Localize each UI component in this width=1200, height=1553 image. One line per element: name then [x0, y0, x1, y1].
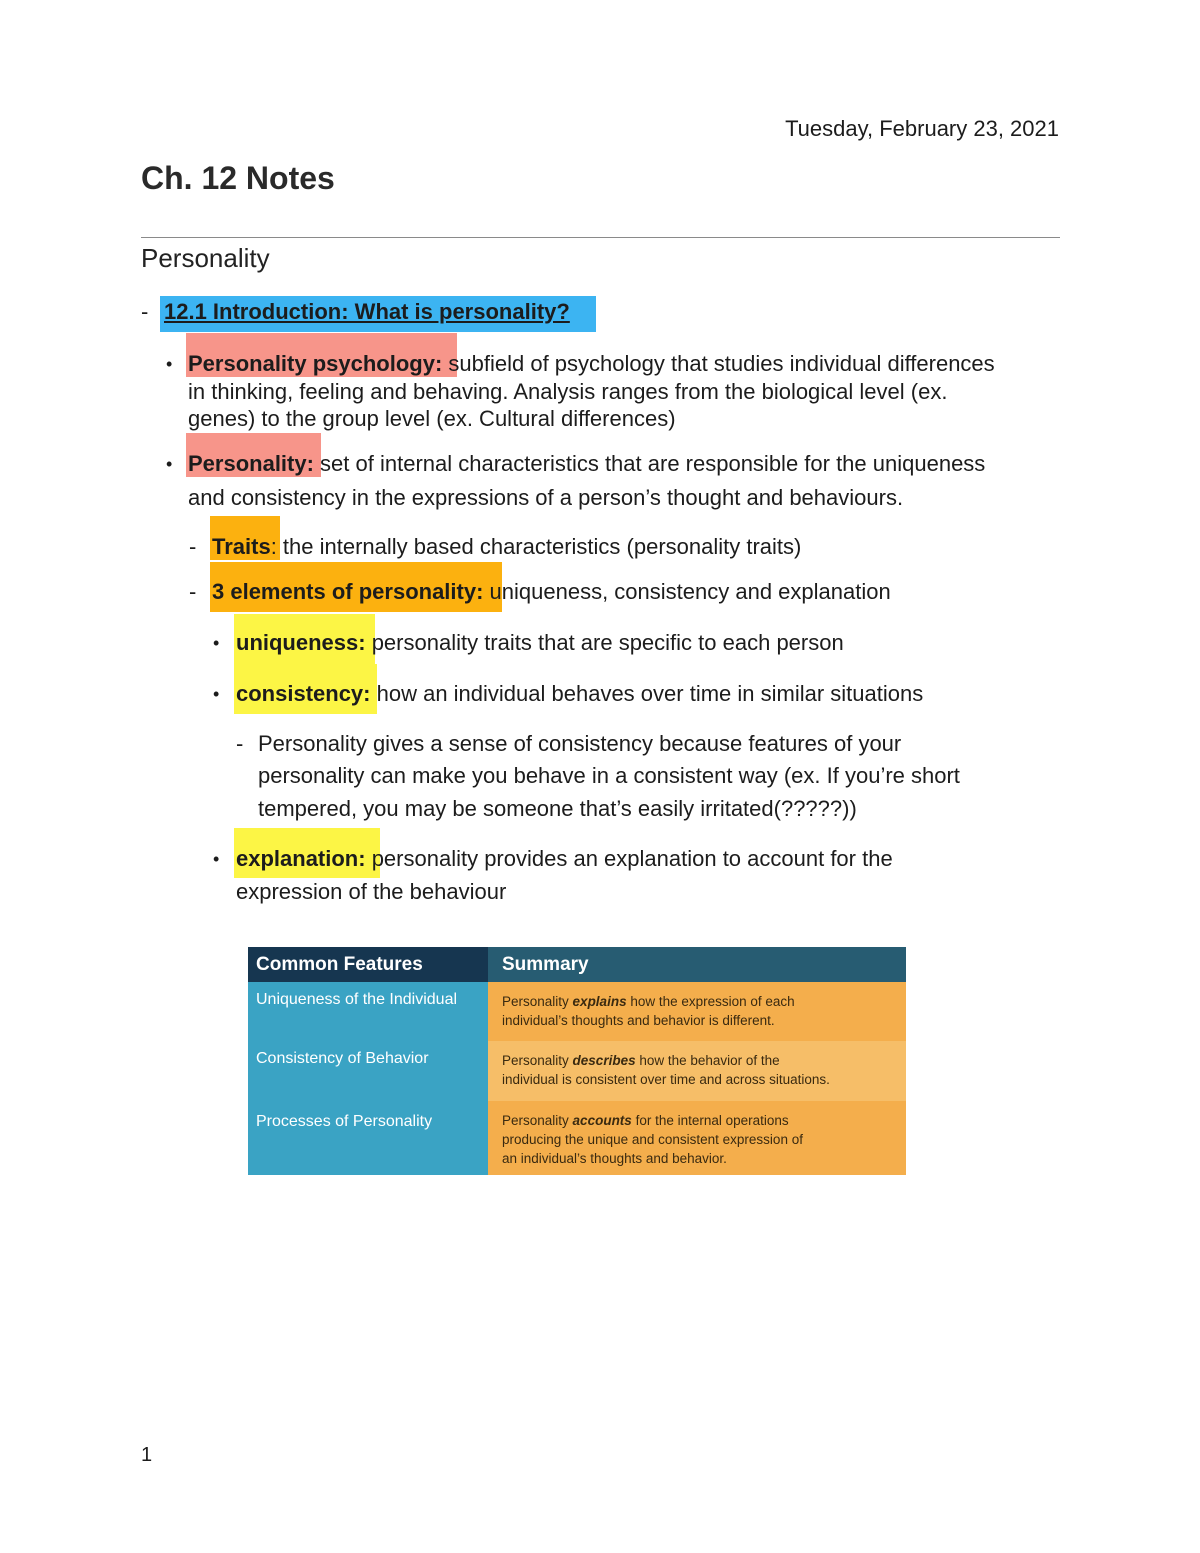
explanation-line-1: explanation: personality provides an explanation to account for the: [236, 846, 893, 871]
common-features-table: [248, 947, 906, 1175]
consistency-sub-line-2: personality can make you behave in a consistent way (ex. If you’re short: [258, 763, 960, 788]
consistency-sub-line-3: tempered, you may be someone that’s easily irritated(?????)): [258, 796, 857, 821]
dash-marker: -: [189, 534, 197, 559]
heading-link[interactable]: 12.1 Introduction: What is personality?: [164, 299, 570, 324]
table-cell-feature: Uniqueness of the Individual: [256, 991, 458, 1008]
term-uniqueness: uniqueness:: [236, 630, 366, 655]
bullet-marker: •: [166, 454, 173, 474]
personality-psychology-line-1: Personality psychology: subfield of psychology that studies individual differences: [188, 351, 995, 376]
section-heading: Personality: [141, 243, 270, 273]
bullet-marker: •: [213, 684, 220, 704]
term-elements: 3 elements of personality:: [212, 579, 484, 604]
term-explanation: explanation:: [236, 846, 366, 871]
personality-psychology-line-2: in thinking, feeling and behaving. Analysis ranges from the biological level (ex.: [188, 379, 948, 404]
explanation-line-2: expression of the behaviour: [236, 879, 507, 904]
date: Tuesday, February 23, 2021: [785, 116, 1059, 141]
bullet-marker: •: [166, 354, 173, 374]
dash-marker: -: [236, 731, 244, 756]
elements-line: 3 elements of personality: uniqueness, consistency and explanation: [212, 579, 891, 604]
term-traits: Traits: [212, 534, 271, 559]
personality-line-1: Personality: set of internal characteristics that are responsible for the uniqueness: [188, 451, 986, 476]
consistency-line: consistency: how an individual behaves over time in similar situations: [236, 681, 924, 706]
dash-marker: -: [189, 579, 197, 604]
personality-psychology-line-3: genes) to the group level (ex. Cultural differences): [188, 406, 676, 431]
table-cell-feature: Processes of Personality: [256, 1113, 433, 1130]
table-cell-feature: Consistency of Behavior: [256, 1050, 429, 1067]
table-cell-summary: Personality describes how the behavior of the individual is consistent over time and across situations.: [502, 1053, 830, 1087]
term-personality: Personality:: [188, 451, 314, 476]
bullet-marker: •: [213, 633, 220, 653]
title-divider: [141, 237, 1060, 238]
bullet-marker: •: [213, 849, 220, 869]
table-header-features: Common Features: [256, 954, 423, 975]
table-header-summary: Summary: [502, 954, 589, 975]
page-title: Ch. 12 Notes: [141, 160, 335, 196]
term-consistency: consistency:: [236, 681, 371, 706]
table-feature-column: [248, 982, 488, 1175]
traits-line: Traits: the internally based characteristics (personality traits): [212, 534, 802, 559]
term-personality-psychology: Personality psychology:: [188, 351, 443, 376]
dash-marker: -: [141, 299, 149, 324]
consistency-sub-line-1: Personality gives a sense of consistency because features of your: [258, 731, 902, 756]
table-cell-summary: Personality explains how the expression of each individual’s thoughts and behavior is different.: [502, 994, 795, 1028]
table-cell-summary: Personality accounts for the internal operations producing the unique and consistent expression of an individual’s thoughts and behavior.: [502, 1113, 803, 1166]
personality-line-2: and consistency in the expressions of a person’s thought and behaviours.: [188, 485, 904, 510]
uniqueness-line: uniqueness: personality traits that are specific to each person: [236, 630, 844, 655]
page-number: 1: [141, 1444, 153, 1466]
